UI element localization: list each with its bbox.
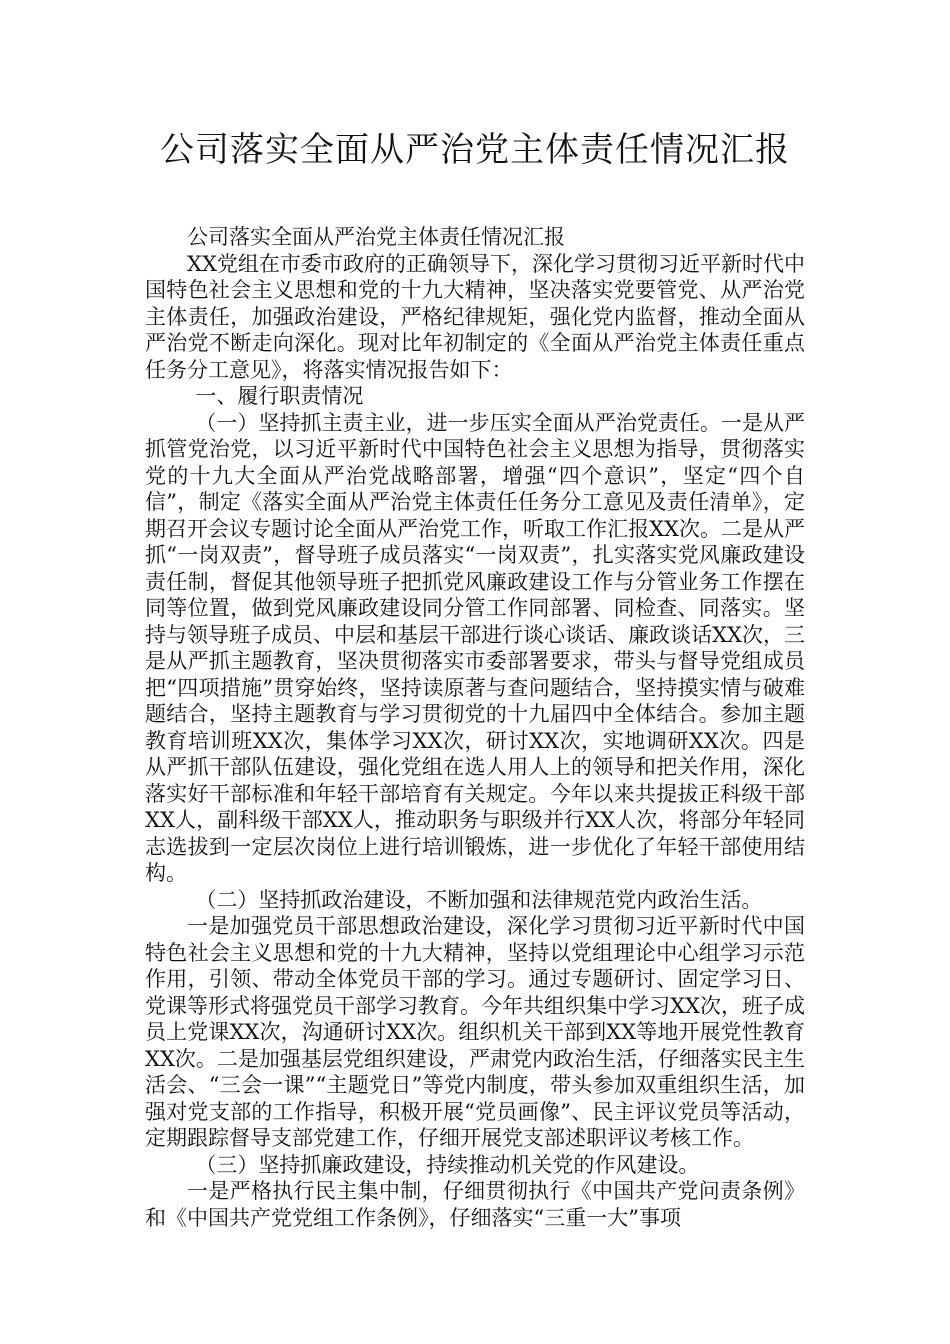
section-heading-1: 一、履行职责情况	[195, 384, 364, 408]
section-3-heading: （三）坚持抓廉政建设，持续推动机关党的作风建设。	[195, 1152, 700, 1177]
document-title: 公司落实全面从严治党主体责任情况汇报	[160, 130, 790, 170]
section-3-paragraph: 一是严格执行民主集中制，仔细贯彻执行《中国共产党问责条例》和《中国共产党党组工作条例》，仔细落实“三重一大”事项	[145, 1179, 805, 1230]
paragraph-intro: XX党组在市委市政府的正确领导下，深化学习贯彻习近平新时代中国特色社会主义思想和党的十九大精神，坚决落实党要管党、从严治党主体责任，加强政治建设，严格纪律规矩，强化党内监督，推动全面从严治党不断走向深化。现对比年初制定的《全面从严治党主体责任重点任务分工意见》，将落实情况报告如下：	[145, 251, 805, 382]
paragraph-subtitle: 公司落实全面从严治党主体责任情况汇报	[187, 225, 565, 249]
section-1-paragraph: （一）坚持抓主责主业，进一步压实全面从严治党责任。一是从严抓管党治党，以习近平新时代中国特色社会主义思想为指导，贯彻落实党的十九大全面从严治党战略部署，增强“四个意识”，坚定“四个自信”，制定《落实全面从严治党主体责任任务分工意见及责任清单》，定期召开会议专题讨论全面从严治党工作，听取工作汇报XX次。二是从严抓“一岗双责”，督导班子成员落实“一岗双责”，扎实落实党风廉政建设责任制，督促其他领导班子把抓党风廉政建设工作与分管业务工作摆在同等位置，做到党风廉政建设同分管工作同部署、同检查、同落实。坚持与领导班子成员、中层和基层干部进行谈心谈话、廉政谈话XX次，三是从严抓主题教育，坚决贯彻落实市委部署要求，带头与督导党组成员把“四项措施”贯穿始终，坚持读原著与查问题结合，坚持摸实情与破难题结合，坚持主题教育与学习贯彻党的十九届四中全体结合。参加主题教育培训班XX次，集体学习XX次，研讨XX次，实地调研XX次。四是从严抓干部队伍建设，强化党组在选人用人上的领导和把关作用，深化落实好干部标准和年轻干部培育有关规定。今年以来共提拔正科级干部XX人，副科级干部XX人，推动职务与职级并行XX人次，将部分年轻同志选拔到一定层次岗位上进行培训锻炼，进一步优化了年轻干部使用结构。	[145, 410, 805, 885]
document-body	[145, 224, 805, 1231]
section-2-heading: （二）坚持抓政治建设，不断加强和法律规范党内政治生活。	[195, 887, 763, 912]
section-2-paragraph: 一是加强党员干部思想政治建设，深化学习贯彻习近平新时代中国特色社会主义思想和党的十九大精神，坚持以党组理论中心组学习示范作用，引领、带动全体党员干部的学习。通过专题研讨、固定学习日、党课等形式将强党员干部学习教育。今年共组织集中学习XX次，班子成员上党课XX次，沟通研讨XX次。组织机关干部到XX等地开展党性教育XX次。二是加强基层党组织建设，严肃党内政治生活，仔细落实民主生活会、“三会一课”“主题党日”等党内制度，带头参加双重组织生活，加强对党支部的工作指导，积极开展“党员画像”、民主评议党员等活动，定期跟踪督导支部党建工作，仔细开展党支部述职评议考核工作。	[145, 914, 805, 1150]
